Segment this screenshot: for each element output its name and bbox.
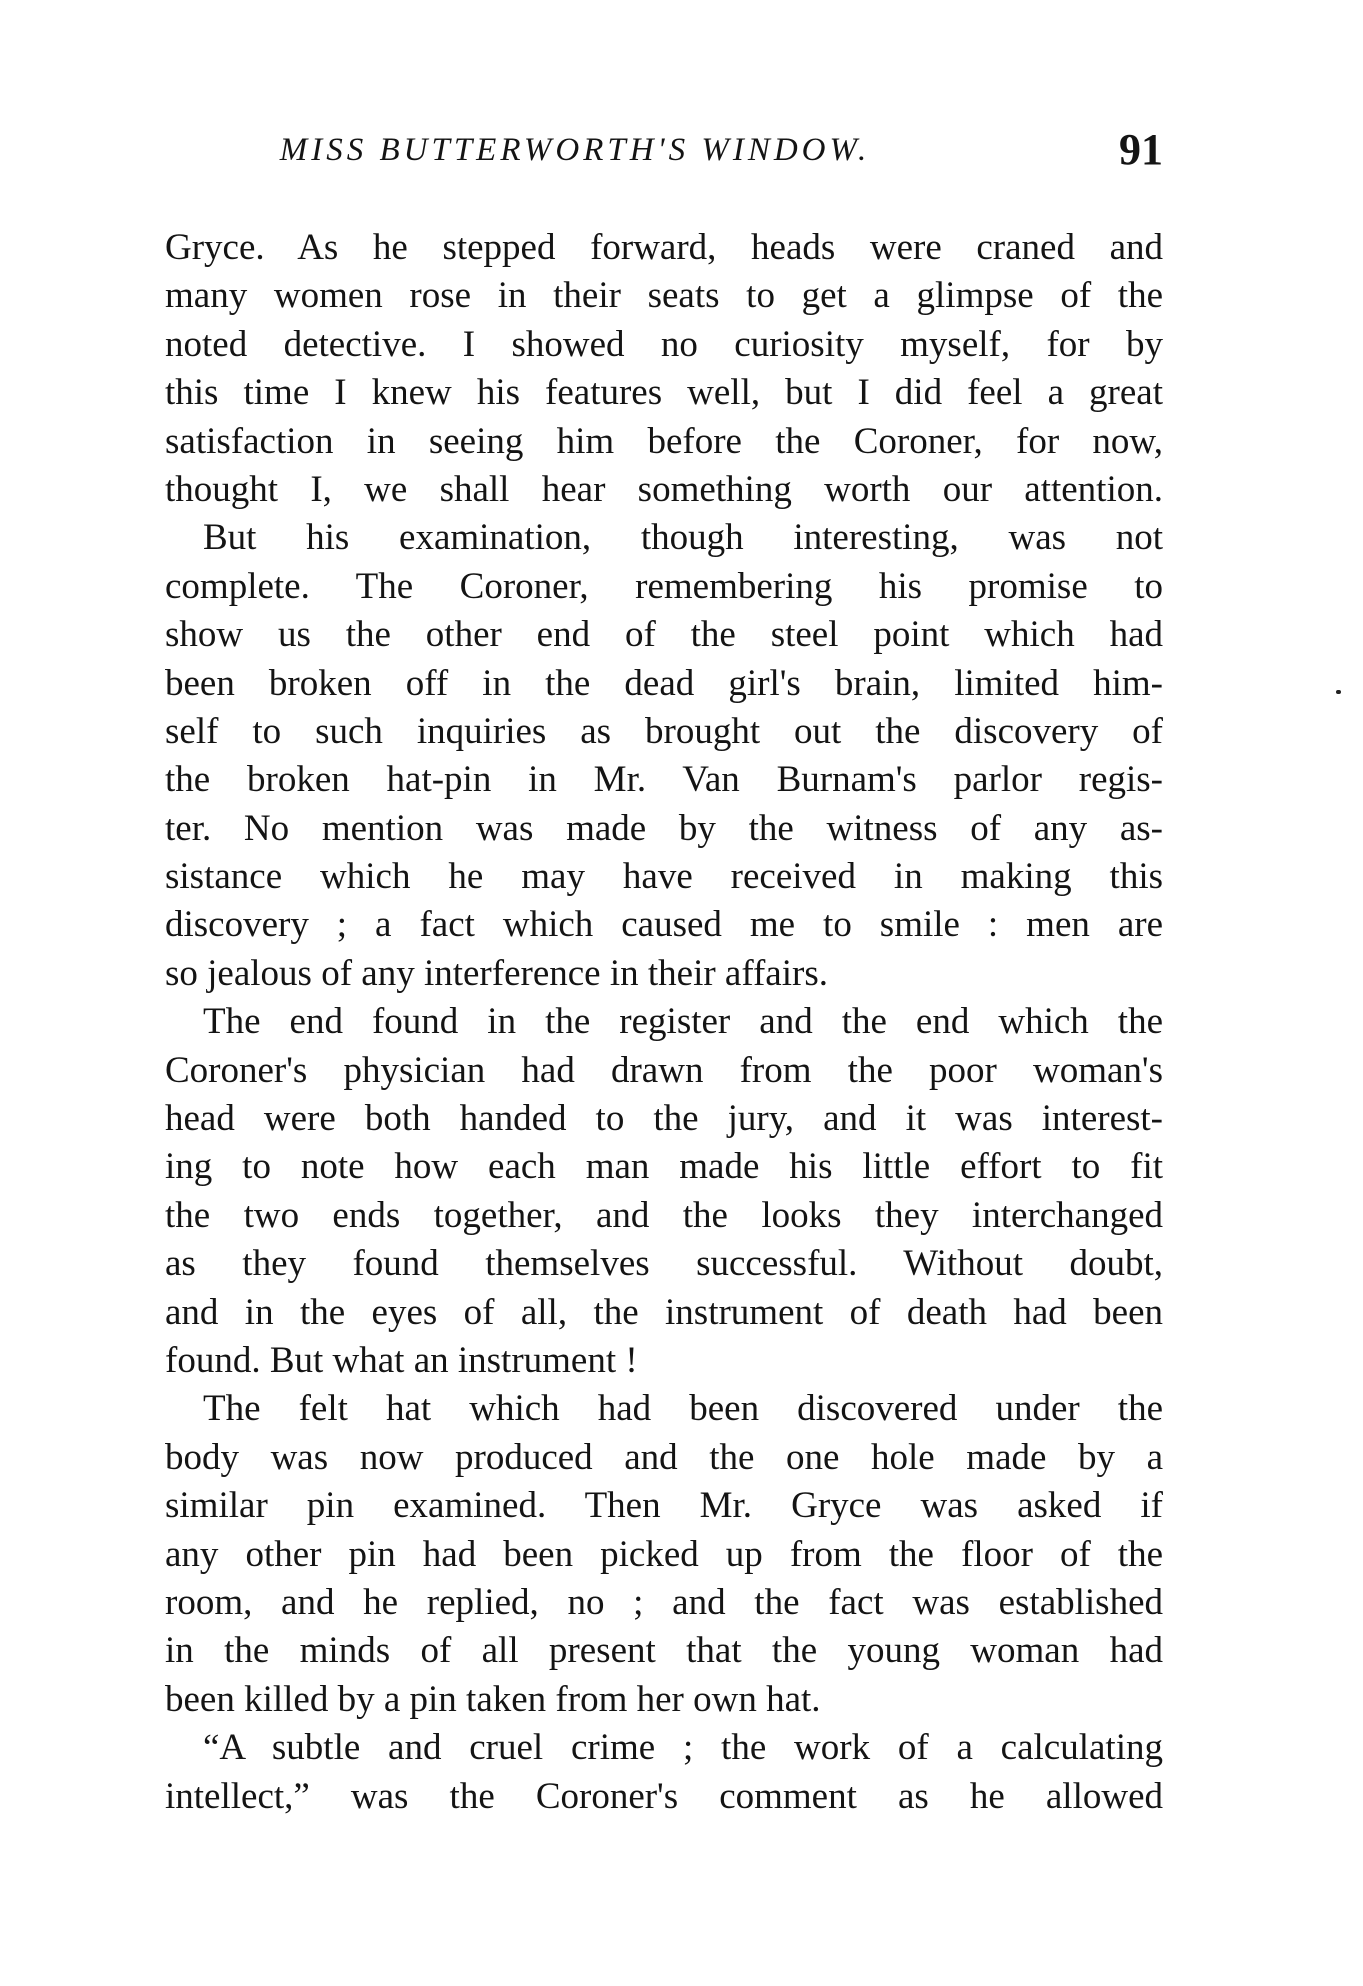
page-header xyxy=(165,122,1163,182)
text-line: noted detective. I showed no curiosity myself, for by xyxy=(165,323,1163,365)
text-line: The end found in the register and the end which the xyxy=(203,1001,1163,1043)
text-line: self to such inquiries as brought out the discovery of xyxy=(165,710,1163,752)
text-line: many women rose in their seats to get a glimpse of the xyxy=(165,275,1163,317)
text-line: thought I, we shall hear something worth our attention. xyxy=(165,468,1163,510)
text-line: been killed by a pin taken from her own hat. xyxy=(165,1678,821,1720)
text-line: intellect,” was the Coroner's comment as he allowed xyxy=(165,1775,1163,1817)
text-line: body was now produced and the one hole made by a xyxy=(165,1436,1163,1478)
page-number: 91 xyxy=(1119,125,1163,174)
text-line: ter. No mention was made by the witness of any as- xyxy=(165,807,1163,849)
text-line: discovery ; a fact which caused me to smile : men are xyxy=(165,904,1163,946)
text-line: sistance which he may have received in making this xyxy=(165,856,1163,898)
text-line: so jealous of any interference in their affairs. xyxy=(165,952,828,994)
text-line: similar pin examined. Then Mr. Gryce was asked if xyxy=(165,1485,1163,1527)
paragraph-5 xyxy=(165,1724,1163,1821)
text-line: this time I knew his features well, but I did feel a great xyxy=(165,372,1163,414)
text-line: complete. The Coroner, remembering his promise to xyxy=(165,565,1163,607)
text-line: in the minds of all present that the young woman had xyxy=(165,1630,1163,1672)
text-line: the two ends together, and the looks they interchanged xyxy=(165,1194,1163,1236)
margin-speck xyxy=(1336,690,1341,694)
paragraph-4 xyxy=(165,1385,1163,1724)
text-line: room, and he replied, no ; and the fact was established xyxy=(165,1581,1163,1623)
text-line: Gryce. As he stepped forward, heads were craned and xyxy=(165,227,1163,268)
text-line: and in the eyes of all, the instrument of death had been xyxy=(165,1291,1163,1333)
text-line: been broken off in the dead girl's brain, limited him- xyxy=(165,662,1163,704)
text-line: ing to note how each man made his little effort to fit xyxy=(165,1146,1163,1188)
paragraph-1 xyxy=(165,224,1163,514)
text-line: found. But what an instrument ! xyxy=(165,1339,638,1381)
paragraph-3 xyxy=(165,998,1163,1385)
text-line: any other pin had been picked up from the floor of the xyxy=(165,1533,1163,1575)
running-title: MISS BUTTERWORTH'S WINDOW. xyxy=(279,132,871,168)
text-line: Coroner's physician had drawn from the poor woman's xyxy=(165,1049,1163,1091)
text-line: satisfaction in seeing him before the Coroner, for now, xyxy=(165,420,1163,462)
text-line: But his examination, though interesting, was not xyxy=(203,517,1163,559)
text-line: head were both handed to the jury, and it was interest- xyxy=(165,1098,1163,1140)
text-line: “A subtle and cruel crime ; the work of a calculating xyxy=(203,1727,1163,1769)
text-line: as they found themselves successful. Without doubt, xyxy=(165,1243,1163,1285)
text-line: The felt hat which had been discovered under the xyxy=(203,1388,1163,1430)
paragraph-2 xyxy=(165,514,1163,998)
body-text xyxy=(165,224,1163,1821)
text-line: the broken hat-pin in Mr. Van Burnam's parlor regis- xyxy=(165,759,1163,801)
text-line: show us the other end of the steel point which had xyxy=(165,614,1163,656)
